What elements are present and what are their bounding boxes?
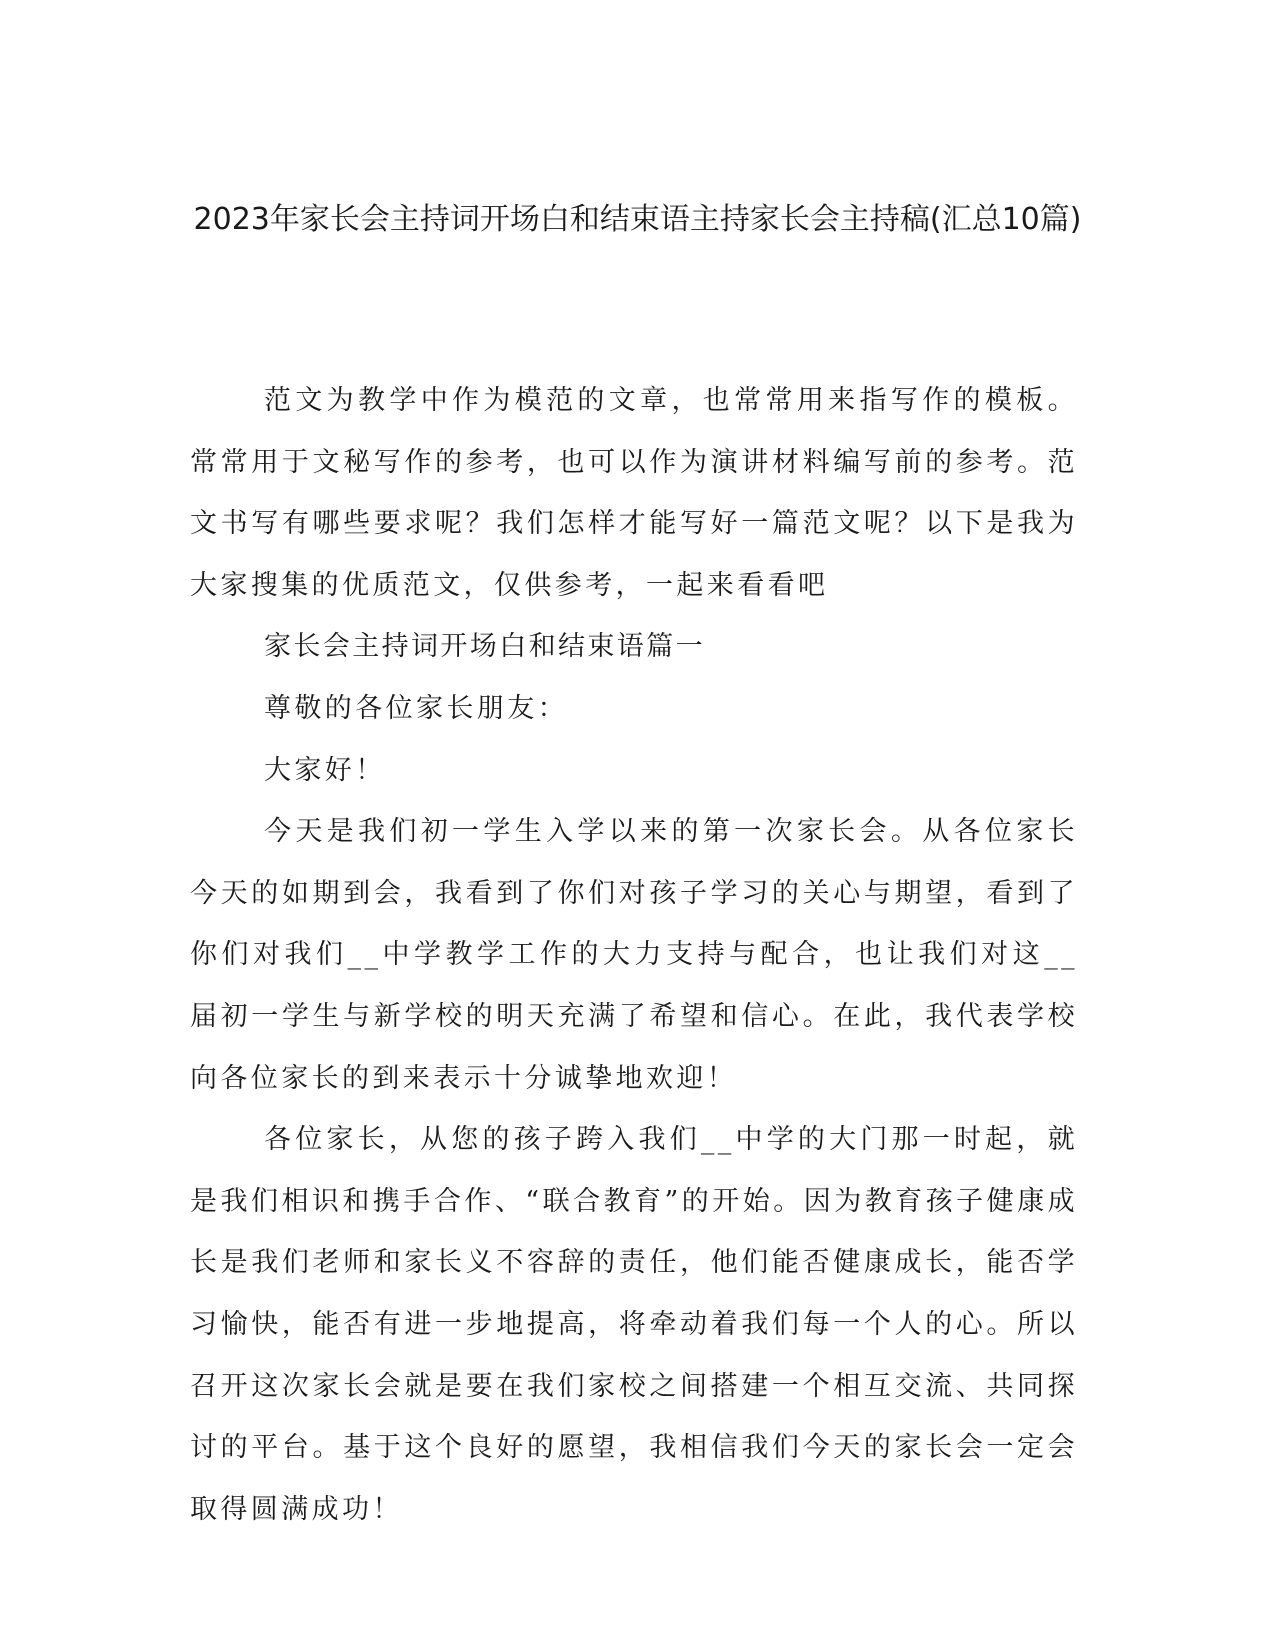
body-paragraph: 今天是我们初一学生入学以来的第一次家长会。从各位家长今天的如期到会，我看到了你们对孩子学习的关心与期望，看到了你们对我们__中学教学工作的大力支持与配合，也让我们对这__届初一学生与新学校的明天充满了希望和信心。在此，我代表学校向各位家长的到来表示十分诚挚地欢迎！ (190, 816, 1078, 1094)
section-heading: 家长会主持词开场白和结束语篇一 (264, 631, 705, 663)
greeting: 大家好！ (264, 754, 386, 786)
salutation: 尊敬的各位家长朋友： (264, 692, 568, 724)
document-body (190, 370, 1078, 1540)
document-title: 2023年家长会主持词开场白和结束语主持家长会主持稿(汇总10篇) (193, 202, 1082, 237)
intro-paragraph: 范文为教学中作为模范的文章，也常常用来指写作的模板。常常用于文秘写作的参考，也可以作为演讲材料编写前的参考。范文书写有哪些要求呢？我们怎样才能写好一篇范文呢？以下是我为大家搜集的优质范文，仅供参考，一起来看看吧 (190, 385, 1078, 601)
body-paragraph: 各位家长，从您的孩子跨入我们__中学的大门那一时起，就是我们相识和携手合作、“联合教育”的开始。因为教育孩子健康成长是我们老师和家长义不容辞的责任，他们能否健康成长，能否学习愉快，能否有进一步地提高，将牵动着我们每一个人的心。所以召开这次家长会就是要在我们家校之间搭建一个相互交流、共同探讨的平台。基于这个良好的愿望，我相信我们今天的家长会一定会取得圆满成功！ (190, 1124, 1078, 1525)
